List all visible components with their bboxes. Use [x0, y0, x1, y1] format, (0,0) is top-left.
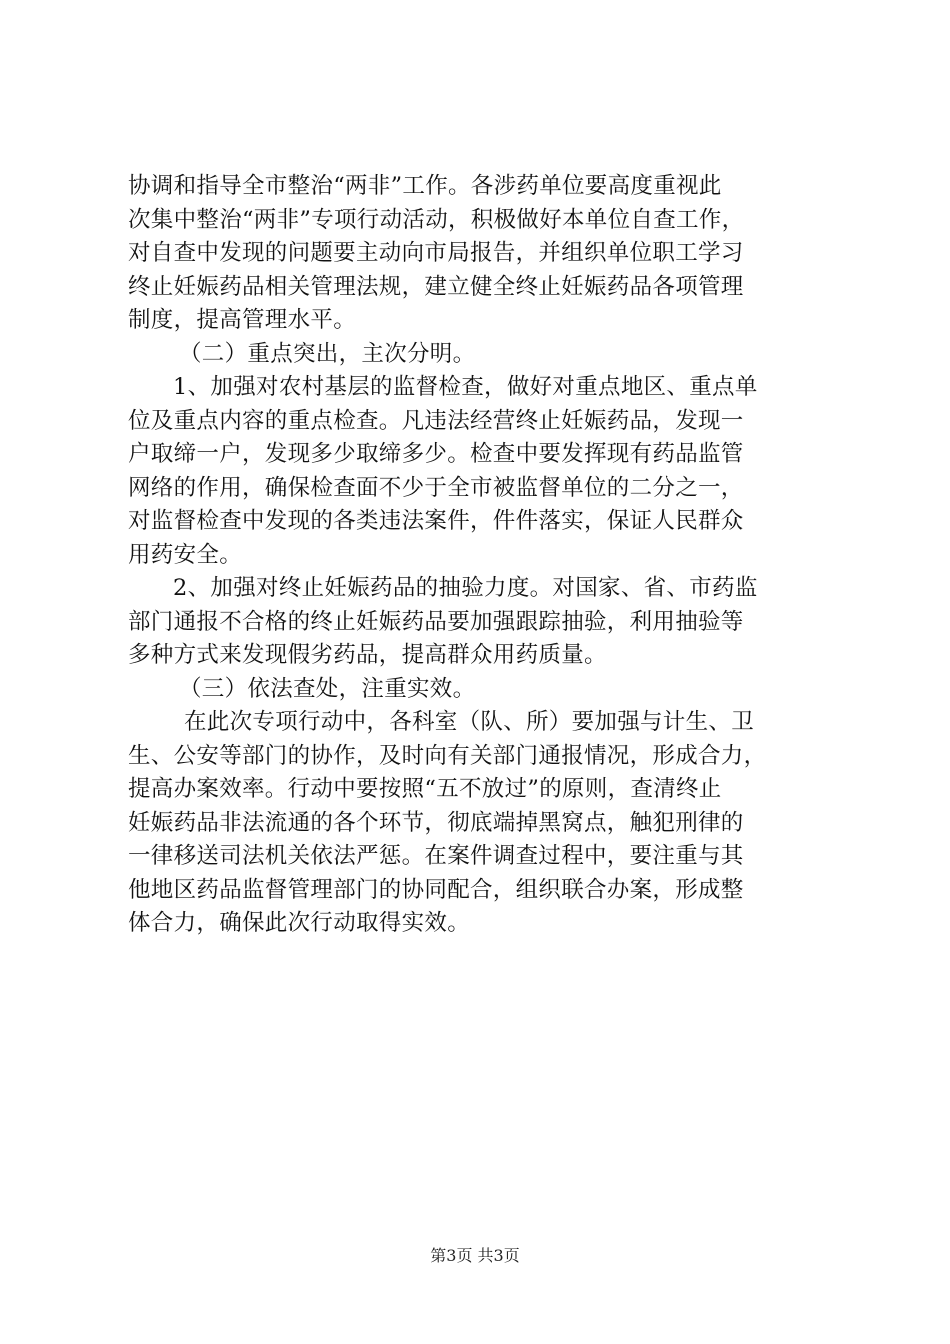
text-line: 一律移送司法机关依法严惩。在案件调查过程中，要注重与其 [128, 843, 744, 869]
text-line: 协调和指导全市整治“两非”工作。各涉药单位要高度重视此 [128, 173, 722, 199]
section-heading-3 [128, 673, 828, 707]
text-line: 次集中整治“两非”专项行动活动，积极做好本单位自查工作， [128, 206, 745, 233]
page-number-label: 第3页 共3页 [430, 1246, 520, 1265]
text-line: 对监督检查中发现的各类违法案件，件件落实，保证人民群众 [128, 508, 744, 534]
section-heading-2 [128, 338, 828, 372]
document-body [128, 170, 828, 941]
paragraph-item-2 [128, 572, 828, 673]
paragraph-item-1 [128, 371, 828, 572]
text-line: 对自查中发现的问题要主动向市局报告，并组织单位职工学习 [128, 240, 744, 266]
text-line: 2、加强对终止妊娠药品的抽验力度。对国家、省、市药监 [173, 575, 758, 601]
text-line: 部门通报不合格的终止妊娠药品要加强跟踪抽验，利用抽验等 [128, 608, 744, 635]
text-line: 网络的作用，确保检查面不少于全市被监督单位的二分之一， [128, 474, 744, 501]
text-line: 1、加强对农村基层的监督检查，做好对重点地区、重点单 [173, 374, 758, 400]
paragraph-enforcement [128, 706, 828, 941]
text-line: 制度，提高管理水平。 [128, 307, 357, 333]
heading-text: （二）重点突出，主次分明。 [179, 340, 476, 367]
text-line: 多种方式来发现假劣药品，提高群众用药质量。 [128, 642, 607, 668]
text-line: 生、公安等部门的协作，及时向有关部门通报情况，形成合力， [128, 742, 767, 769]
text-line: 他地区药品监督管理部门的协同配合，组织联合办案，形成整 [128, 876, 744, 903]
text-line: 户取缔一户，发现多少取缔多少。检查中要发挥现有药品监管 [128, 441, 744, 467]
paragraph-coordination [128, 170, 828, 338]
text-line: 妊娠药品非法流通的各个环节，彻底端掉黑窝点，触犯刑律的 [128, 809, 744, 836]
heading-text: （三）依法查处，注重实效。 [179, 675, 476, 702]
text-line: 体合力，确保此次行动取得实效。 [128, 910, 471, 936]
text-line: 提高办案效率。行动中要按照“五不放过”的原则，查清终止 [128, 776, 722, 802]
text-line: 在此次专项行动中，各科室（队、所）要加强与计生、卫 [184, 709, 755, 735]
text-line: 终止妊娠药品相关管理法规，建立健全终止妊娠药品各项管理 [128, 273, 744, 300]
text-line: 用药安全。 [128, 541, 243, 568]
text-line: 位及重点内容的重点检查。凡违法经营终止妊娠药品，发现一 [128, 407, 744, 434]
page-footer [0, 1243, 950, 1266]
